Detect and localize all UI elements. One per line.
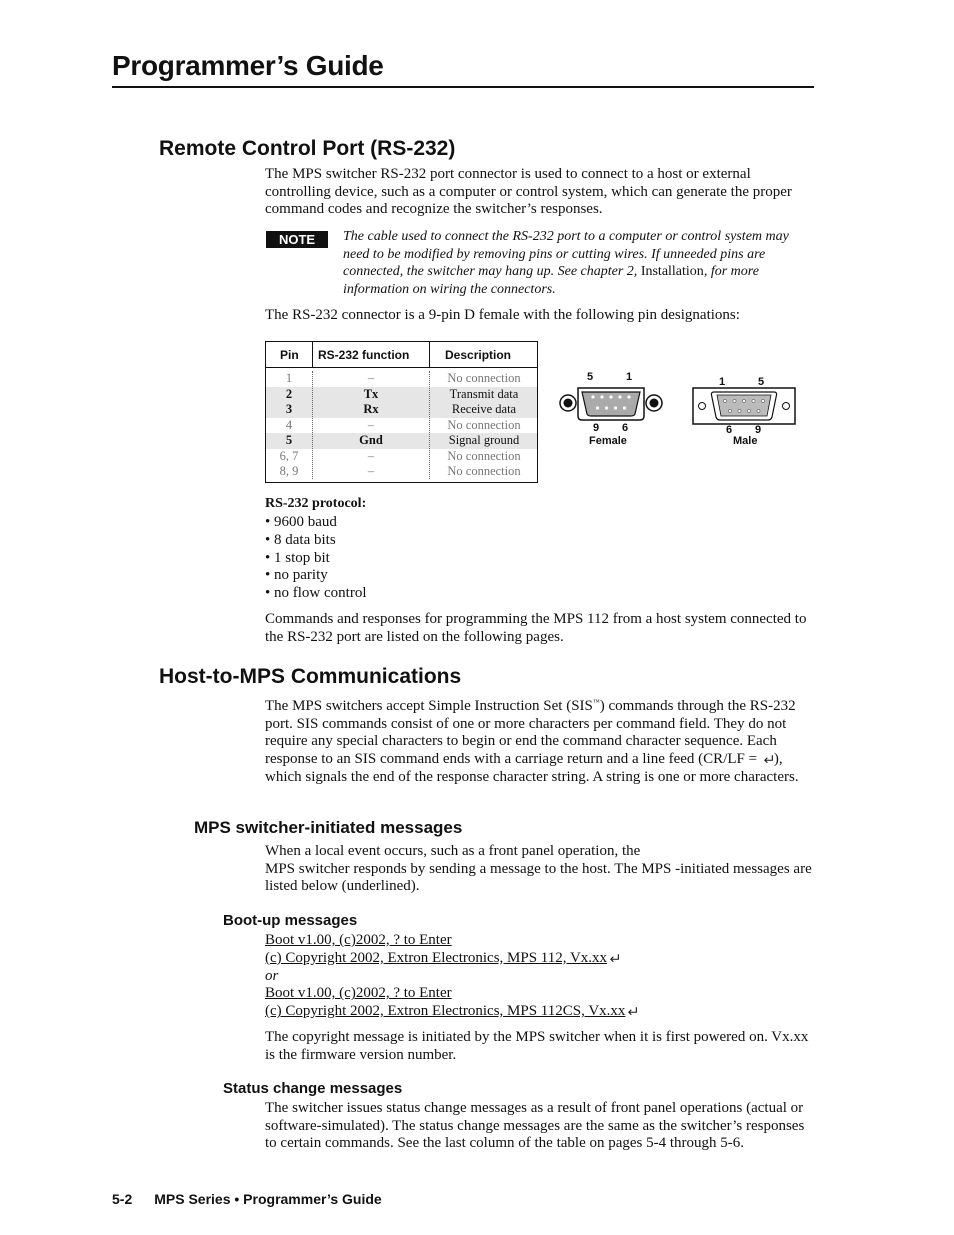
table-row: 8, 9 – No connection — [279, 464, 521, 478]
table-row: 6, 7 – No connection — [279, 448, 521, 463]
female-pin-label: 9 — [593, 422, 600, 434]
male-pin-label: 9 — [755, 424, 762, 436]
table-row: 4 – No connection — [285, 417, 521, 432]
status-text: The switcher issues status change messages as a result of front panel operations (actual or software-simulated). The status change messages are the same as the switcher’s responses to certain commands. See the last column of the table on pages 5-4 through 5-6. — [265, 1100, 805, 1152]
male-pin-label: 1 — [719, 376, 726, 388]
or-text: or — [265, 967, 279, 984]
female-pin-label: 5 — [587, 371, 594, 383]
table-header — [266, 342, 537, 368]
status-title: Status change messages — [223, 1080, 403, 1097]
connector-description: The RS-232 connector is a 9-pin D female with the following pin designations: — [265, 307, 740, 323]
boot-line: Boot v1.00, (c)2002, ? to Enter — [265, 985, 452, 1002]
host-paragraph: The MPS switchers accept Simple Instruction Set (SIS™) commands through the RS-232 port. SIS commands consist of one or more characters per command field. They do not require any special characters to begin or end the command character sequence. Each response to an SIS command ends with a carriage return and a line feed (CR/LF = ), which signals the end of the response character string. A string is one or more characters. — [265, 698, 799, 785]
table-row: 5 Gnd Signal ground — [266, 433, 537, 449]
crlf-icon — [764, 755, 774, 763]
list-item: • no parity — [265, 567, 328, 584]
protocol-title: RS-232 protocol: — [265, 496, 367, 511]
female-pin-label: 6 — [622, 422, 629, 434]
male-pin-label: 5 — [758, 376, 765, 388]
copyright-line: (c) Copyright 2002, Extron Electronics, MPS 112CS, Vx.xx — [265, 1003, 626, 1020]
header-pin: Pin — [280, 348, 299, 362]
commands-text: Commands and responses for programming the MPS 112 from a host system connected to the RS-232 port are listed on the following pages. — [265, 611, 807, 645]
male-pin-label: 6 — [726, 424, 733, 436]
page-title: Programmer’s Guide — [112, 50, 384, 81]
list-item: • 8 data bits — [265, 531, 336, 548]
bootup-title: Boot-up messages — [223, 912, 358, 929]
table-row: 3 Rx Receive data — [266, 402, 537, 418]
female-label: Female — [589, 435, 627, 447]
female-pin-label: 1 — [626, 371, 633, 383]
list-item: • 9600 baud — [265, 514, 337, 530]
page-number: 5-2 — [112, 1191, 133, 1207]
header-function: RS-232 function — [318, 348, 410, 362]
male-connector-icon — [692, 387, 796, 425]
section-title-rs232: Remote Control Port (RS-232) — [159, 137, 456, 160]
subsection-text: When a local event occurs, such as a front panel operation, the MPS switcher responds by sending a message to the host. The MPS -initiated messages are listed below (underlined). — [265, 843, 812, 895]
note-link-installation: Installation — [640, 264, 704, 280]
note-badge: NOTE — [266, 231, 328, 248]
list-item: • 1 stop bit — [265, 549, 330, 566]
male-label: Male — [733, 435, 758, 447]
protocol-list — [265, 514, 366, 603]
note-text: The cable used to connect the RS-232 port to a computer or control system may need to be modified by removing pins or cutting wires. If unneeded pins are connected, the switcher may hang up. See chapter 2, Installation, for more information on wiring the connectors. — [343, 229, 789, 297]
female-connector-icon — [558, 384, 664, 424]
section-title-host: Host-to-MPS Communications — [159, 665, 462, 688]
rs232-intro: The MPS switcher RS-232 port connector is used to connect to a host or external controlling device, such as a computer or control system, which can generate the proper command codes and recognize the switcher’s responses. — [265, 166, 792, 218]
copyright-line: (c) Copyright 2002, Extron Electronics, MPS 112, Vx.xx — [265, 949, 608, 966]
table-row: 2 Tx Transmit data — [266, 387, 537, 403]
title-rule — [112, 86, 814, 88]
bootup-messages — [265, 932, 638, 1021]
footer-title: MPS Series • Programmer’s Guide — [154, 1191, 382, 1207]
bootup-explain: The copyright message is initiated by the MPS switcher when it is first powered on. Vx.xx is the firmware version number. — [265, 1029, 809, 1063]
subsection-title: MPS switcher-initiated messages — [194, 818, 463, 837]
crlf-icon — [610, 954, 620, 962]
pin-table — [265, 341, 538, 483]
list-item: • no flow control — [265, 585, 367, 602]
crlf-icon — [628, 1007, 638, 1015]
page-footer — [112, 1191, 382, 1207]
table-row: 1 – No connection — [285, 371, 521, 385]
trademark: ™ — [592, 698, 600, 706]
boot-line: Boot v1.00, (c)2002, ? to Enter — [265, 932, 452, 948]
header-description: Description — [445, 348, 512, 362]
